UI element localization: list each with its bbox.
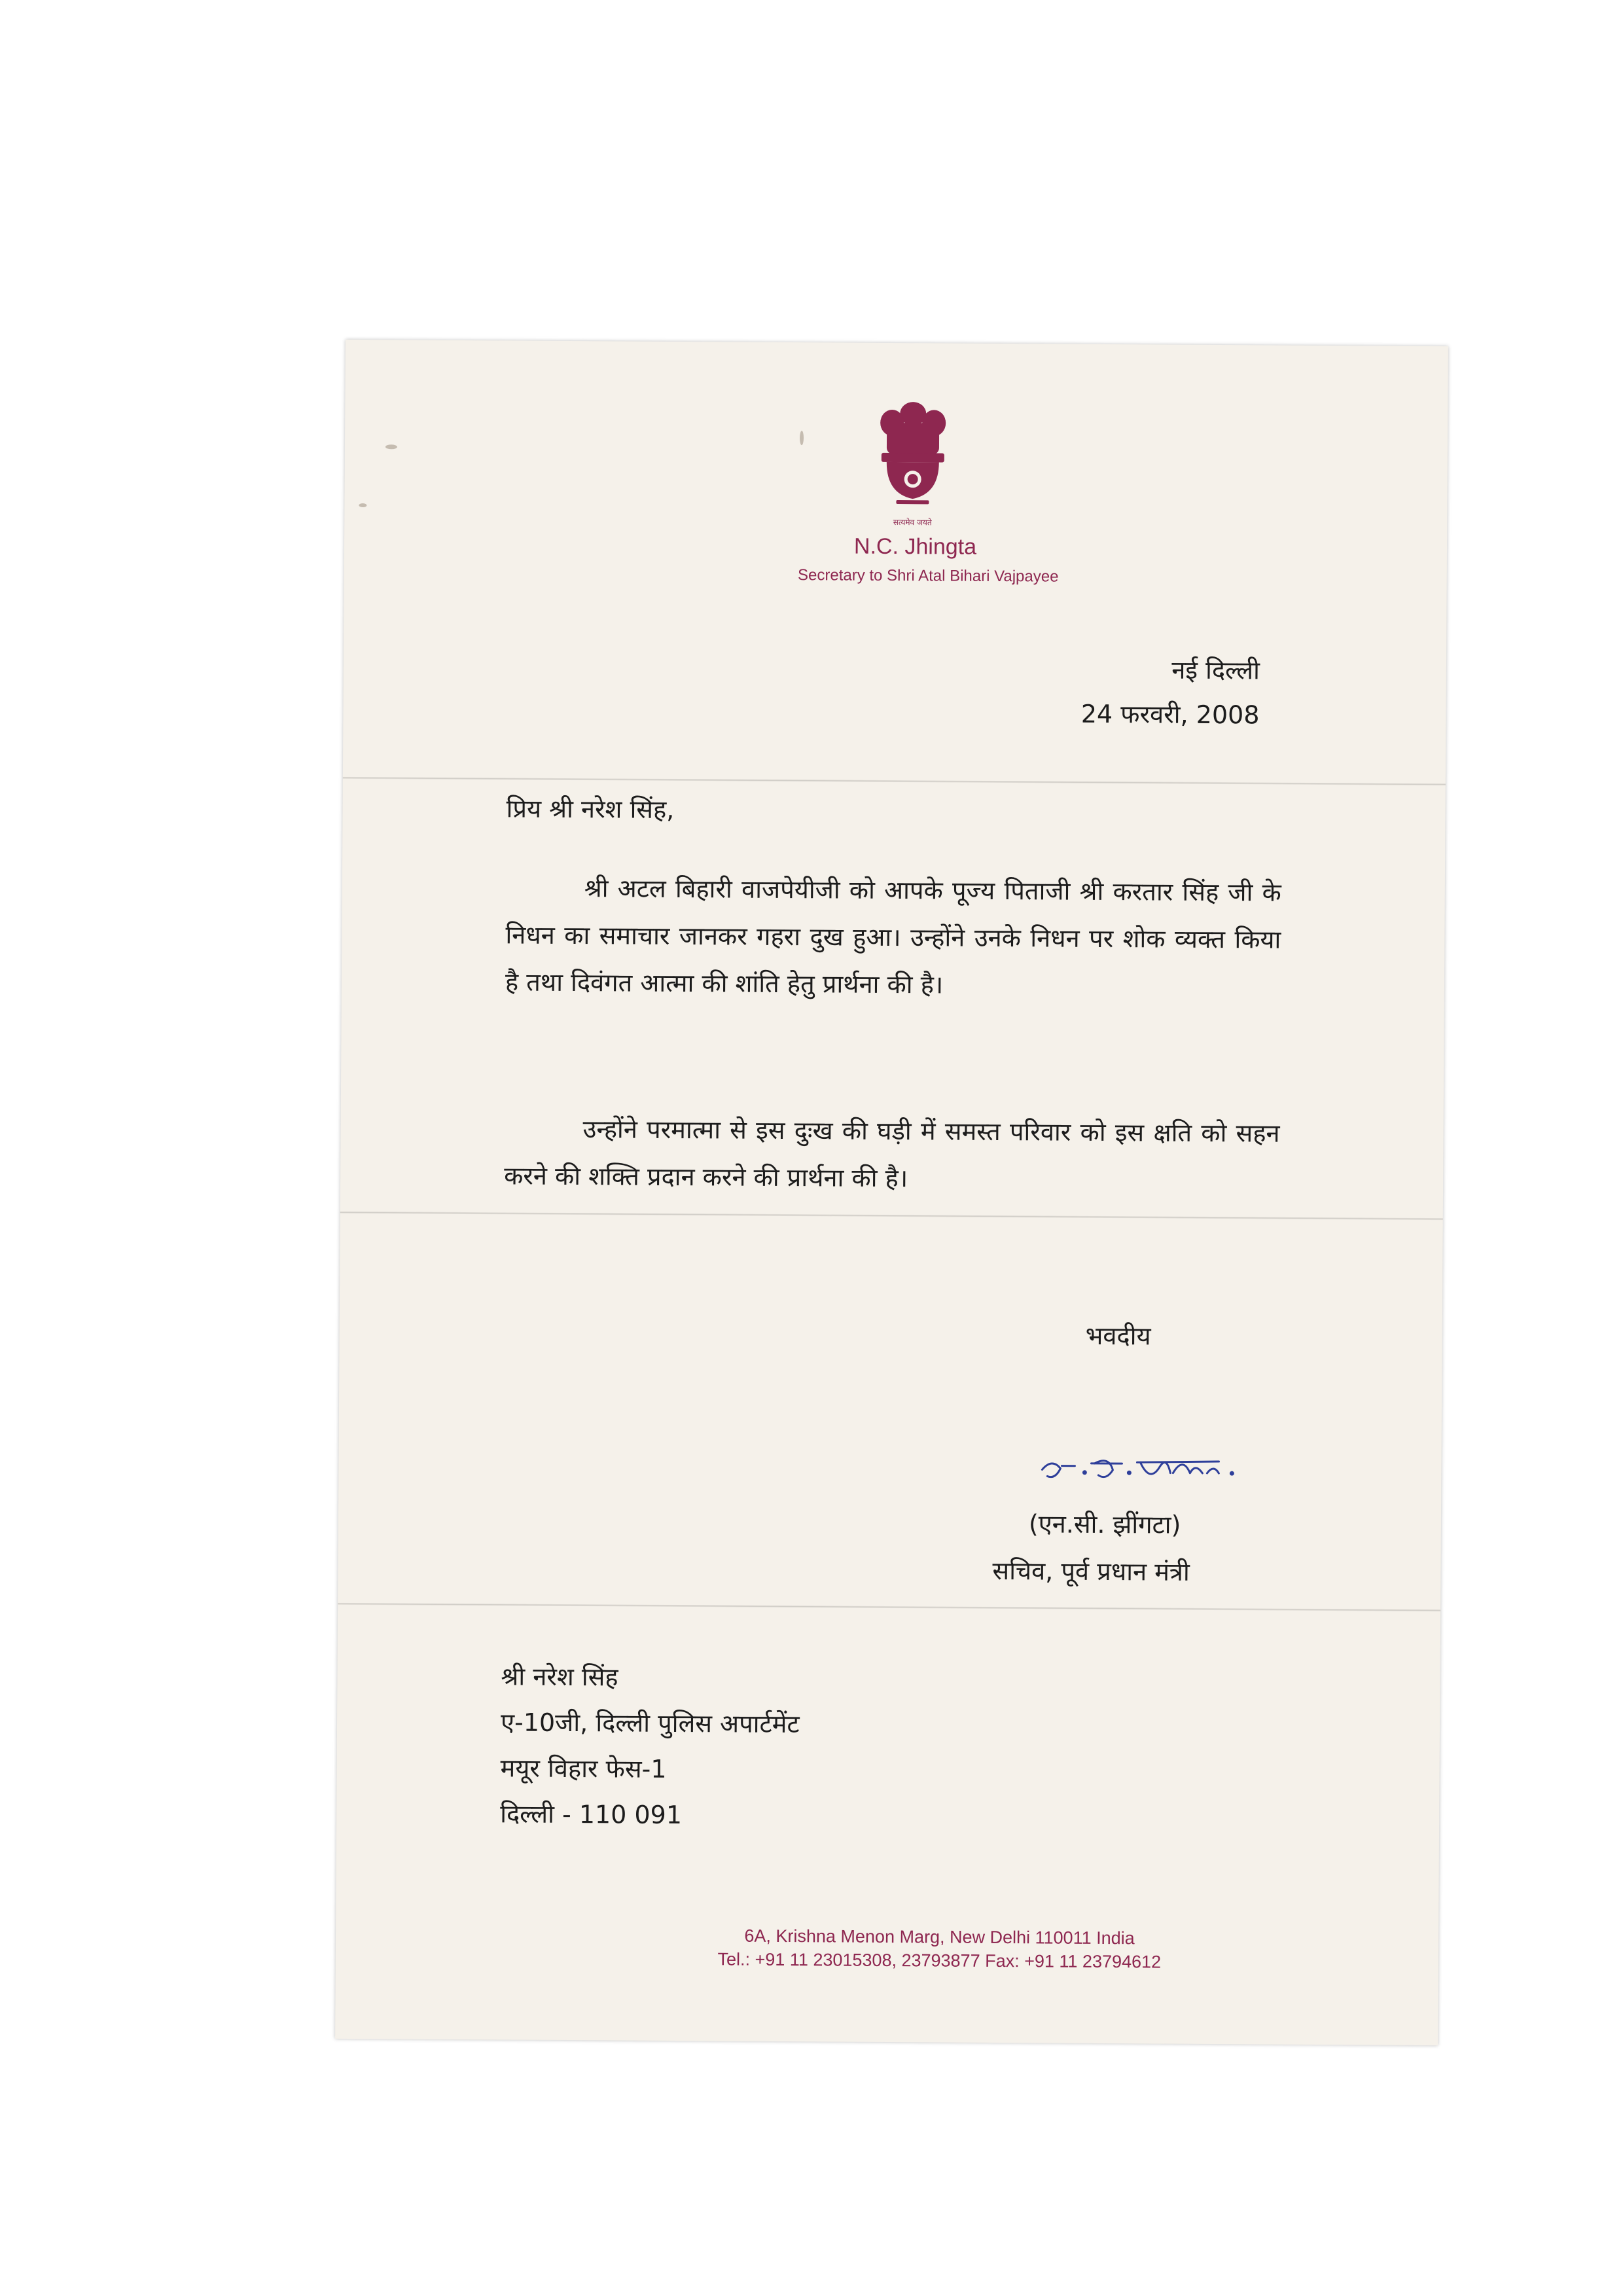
closing: भवदीय (1085, 1321, 1151, 1351)
paper-mark (359, 503, 366, 507)
footer-address: 6A, Krishna Menon Marg, New Delhi 110011 India (744, 1926, 1135, 1948)
paper-mark (385, 444, 397, 449)
fold-line (338, 1603, 1440, 1611)
letter-sheet (335, 340, 1448, 2045)
letter-date: 24 फरवरी, 2008 (1080, 699, 1260, 730)
address-line: ए-10जी, दिल्ली पुलिस अपार्टमेंट (500, 1708, 800, 1739)
national-emblem-icon (866, 395, 959, 533)
sender-title: Secretary to Shri Atal Bihari Vajpayee (797, 566, 1059, 586)
signer-title: सचिव, पूर्व प्रधान मंत्री (992, 1556, 1190, 1587)
recipient-address (500, 1653, 800, 1839)
emblem-motto: सत्यमेव जयते (893, 517, 932, 528)
salutation: प्रिय श्री नरेश सिंह, (506, 794, 675, 824)
fold-line (343, 777, 1446, 785)
paper-mark (800, 431, 804, 445)
address-line: श्री नरेश सिंह (501, 1662, 618, 1692)
fold-line (340, 1211, 1443, 1220)
signer-name: (एन.सी. झींगटा) (1028, 1509, 1181, 1539)
body-paragraph: श्री अटल बिहारी वाजपेयीजी को आपके पूज्य पिताजी श्री करतार सिंह जी के निधन का समाचार जानकर गहरा दुख हुआ। उन्होंने उनके निधन पर शोक व्यक्त किया है तथा दिवंगत आत्मा की शांति हेतु प्रार्थना की है। (505, 874, 1281, 999)
body-paragraph: उन्होंने परमात्मा से इस दुःख की घड़ी में समस्त परिवार को इस क्षति को सहन करने की शक्ति प्रदान करने की प्रार्थना की है। (504, 1115, 1280, 1193)
footer-contact: Tel.: +91 11 23015308, 23793877 Fax: +91 11 23794612 (717, 1949, 1162, 1972)
letter-place: नई दिल्ली (1171, 655, 1260, 685)
address-line: दिल्ली - 110 091 (500, 1799, 683, 1830)
address-line: मयूर विहार फेस-1 (500, 1753, 667, 1784)
sender-name: N.C. Jhingta (853, 533, 977, 560)
handwritten-signature (1035, 1443, 1252, 1503)
